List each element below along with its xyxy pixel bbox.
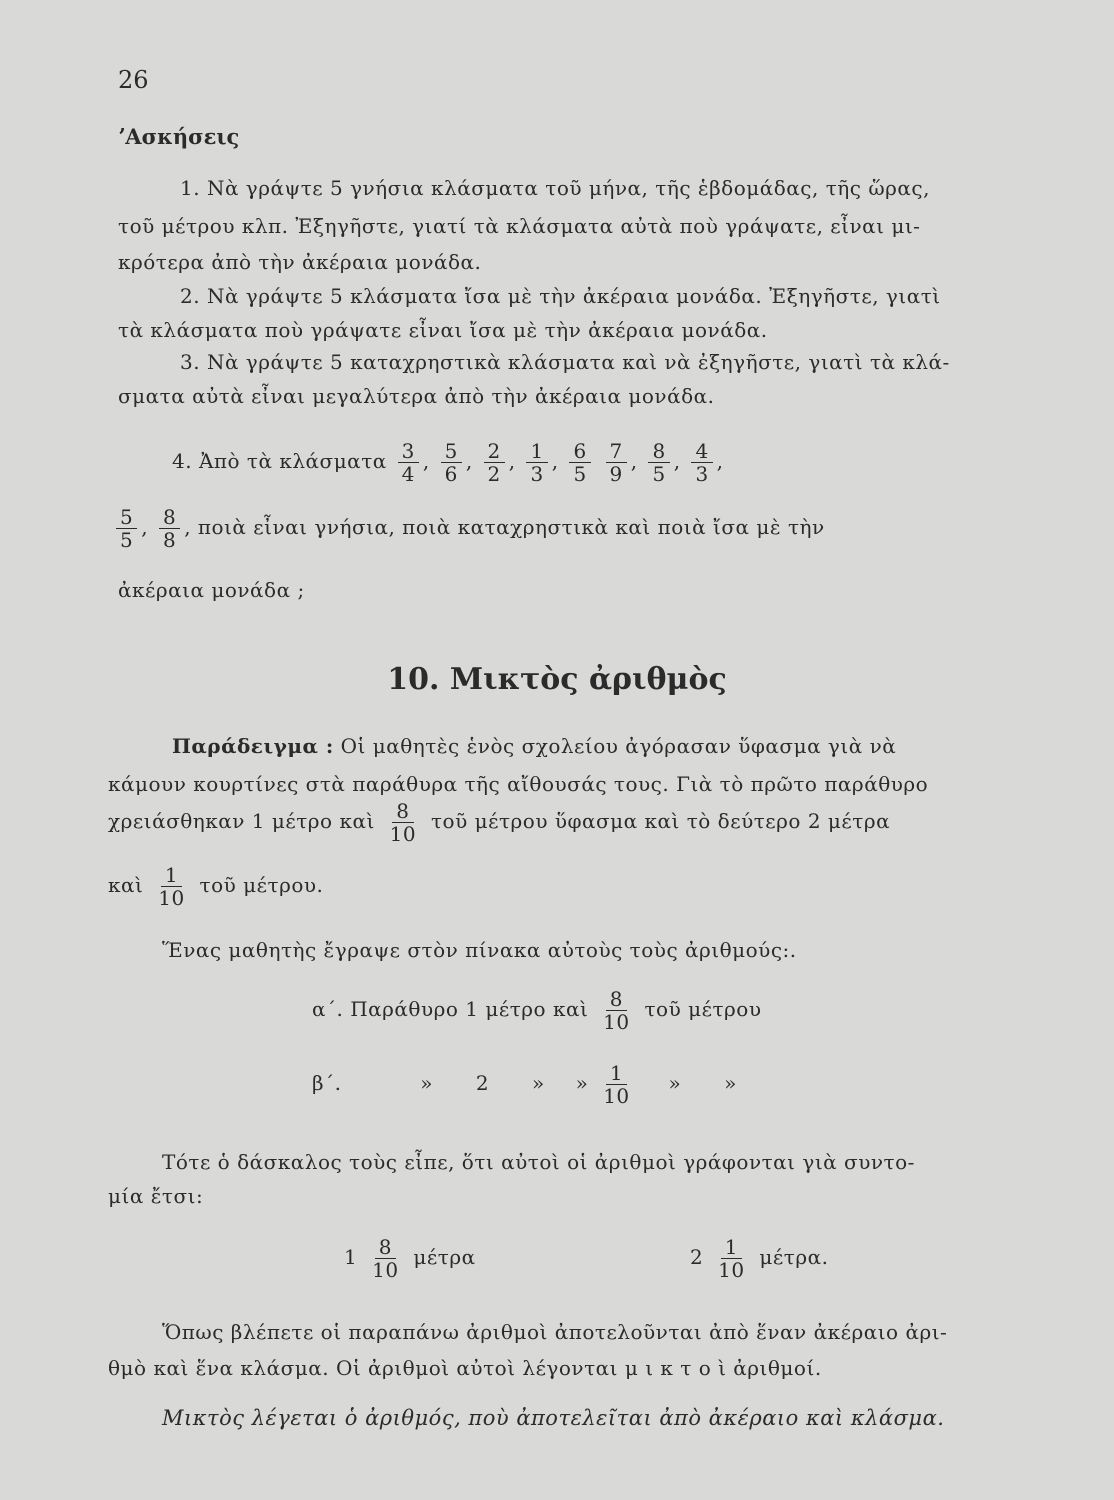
example-line3: χρειάσθηκαν 1 μέτρο καὶ $\frac{8}{10}$ τοῦ μέτρου ὕφασμα καὶ τὸ δεύτερο 2 μέτρα [108, 799, 891, 846]
ex2-line2: τὰ κλάσματα ποὺ γράψατε εἶναι ἴσα μὲ τὴν ἀκέραια μονάδα. [118, 318, 768, 342]
exercises-heading: ʼΑσκήσεις [118, 124, 240, 149]
ex3-line1: 3. Νὰ γράψτε 5 καταχρηστικὰ κλάσματα καὶ νὰ ἐξηγῆστε, γιατὶ τὰ κλά- [180, 350, 950, 374]
ex2-line1: 2. Νὰ γράψτε 5 κλάσματα ἴσα μὲ τὴν ἀκέραια μονάδα. Ἐξηγῆστε, γιατὶ [180, 284, 941, 308]
ex1-line1: 1. Νὰ γράψτε 5 γνήσια κλάσματα τοῦ μήνα, τῆς ἑβδομάδας, τῆς ὥρας, [180, 176, 930, 200]
fraction: $\frac{1}{10}$ [718, 1235, 745, 1282]
ex1-line3: κρότερα ἀπὸ τὴν ἀκέραια μονάδα. [118, 250, 482, 274]
section-title: 10. Μικτὸς ἀριθμὸς [387, 662, 727, 697]
fraction: $\frac{4}{3}$ [691, 440, 712, 485]
fraction: $\frac{1}{3}$ [526, 440, 547, 485]
fraction: $\frac{8}{10}$ [389, 799, 417, 846]
example-line4: καὶ $\frac{1}{10}$ τοῦ μέτρου. [108, 863, 324, 910]
fraction: $\frac{8}{8}$ [159, 506, 180, 551]
fraction: $\frac{8}{5}$ [648, 440, 669, 485]
fraction: $\frac{1}{10}$ [158, 863, 185, 910]
ex3-line2: σματα αὐτὰ εἶναι μεγαλύτερα ἀπὸ τὴν ἀκέραια μονάδα. [118, 384, 715, 408]
mixed-number-2: 2 $\frac{1}{10}$ μέτρα. [690, 1235, 829, 1282]
ex4-intro: 4. Ἀπὸ τὰ κλάσματα [172, 449, 387, 473]
fraction: $\frac{5}{6}$ [441, 440, 462, 485]
table-row-a: α΄. Παράθυρο 1 μέτρο καὶ $\frac{8}{10}$ τοῦ μέτρου [312, 987, 762, 1034]
fraction: $\frac{6}{5}$ [569, 440, 590, 485]
fraction: $\frac{8}{10}$ [372, 1235, 399, 1282]
fraction: $\frac{3}{4}$ [398, 440, 419, 485]
fraction: $\frac{1}{10}$ [603, 1061, 630, 1108]
mixed-number-1: 1 $\frac{8}{10}$ μέτρα [344, 1235, 476, 1282]
conclusion-line2: θμὸ καὶ ἕνα κλάσμα. Οἱ ἀριθμοὶ αὐτοὶ λέγονται μ ι κ τ ο ὶ ἀριθμοί. [108, 1356, 822, 1380]
fraction: $\frac{8}{10}$ [603, 987, 630, 1034]
ex4-row1: 4. Ἀπὸ τὰ κλάσματα $\frac{3}{4}$ , $\frac{5}{6}$ , $\frac{2}{2}$ , $\frac{1}{3}$ , $\frac{6}{5}$ $\frac{7}{9}$ , $\frac{8}{5}$ , $\frac{4}{3}$ , [172, 439, 724, 486]
example-line5: Ἕνας μαθητὴς ἔγραψε στὸν πίνακα αὐτοὺς τοὺς ἀριθμούς:. [162, 938, 797, 962]
example-label: Παράδειγμα : [172, 734, 334, 758]
conclusion-line1: Ὅπως βλέπετε οἱ παραπάνω ἀριθμοὶ ἀποτελοῦνται ἀπὸ ἕναν ἀκέραιο ἀρι- [162, 1320, 948, 1344]
example-line1: Παράδειγμα : Οἱ μαθητὲς ἑνὸς σχολείου ἀγόρασαν ὕφασμα γιὰ νὰ [172, 734, 897, 758]
teacher-line1: Τότε ὁ δάσκαλος τοὺς εἶπε, ὅτι αὐτοὶ οἱ ἀριθμοὶ γράφονται γιὰ συντο- [162, 1150, 915, 1174]
definition: Μικτὸς λέγεται ὁ ἀριθμός, ποὺ ἀποτελεῖται ἀπὸ ἀκέραιο καὶ κλάσμα. [162, 1406, 945, 1430]
table-row-b: β΄. » 2 » » $\frac{1}{10}$ » » [312, 1061, 737, 1108]
fraction: $\frac{2}{2}$ [484, 440, 505, 485]
ex4-question-end: ἀκέραια μονάδα ; [118, 578, 305, 602]
ex1-line2: τοῦ μέτρου κλπ. Ἐξηγῆστε, γιατί τὰ κλάσματα αὐτὰ ποὺ γράψατε, εἶναι μι- [118, 214, 921, 238]
page-number: 26 [118, 66, 149, 94]
ex4-row2: $\frac{5}{5}$ , $\frac{8}{8}$ , ποιὰ εἶναι γνήσια, ποιὰ καταχρηστικὰ καὶ ποιὰ ἴσα μὲ τὴν [112, 506, 825, 551]
fraction: $\frac{5}{5}$ [116, 506, 137, 551]
teacher-line2: μία ἔτσι: [108, 1184, 204, 1208]
example-line2: κάμουν κουρτίνες στὰ παράθυρα τῆς αἴθουσάς τους. Γιὰ τὸ πρῶτο παράθυρο [108, 772, 929, 796]
ex4-question: ποιὰ εἶναι γνήσια, ποιὰ καταχρηστικὰ καὶ ποιὰ ἴσα μὲ τὴν [197, 515, 825, 539]
fraction: $\frac{7}{9}$ [606, 440, 627, 485]
